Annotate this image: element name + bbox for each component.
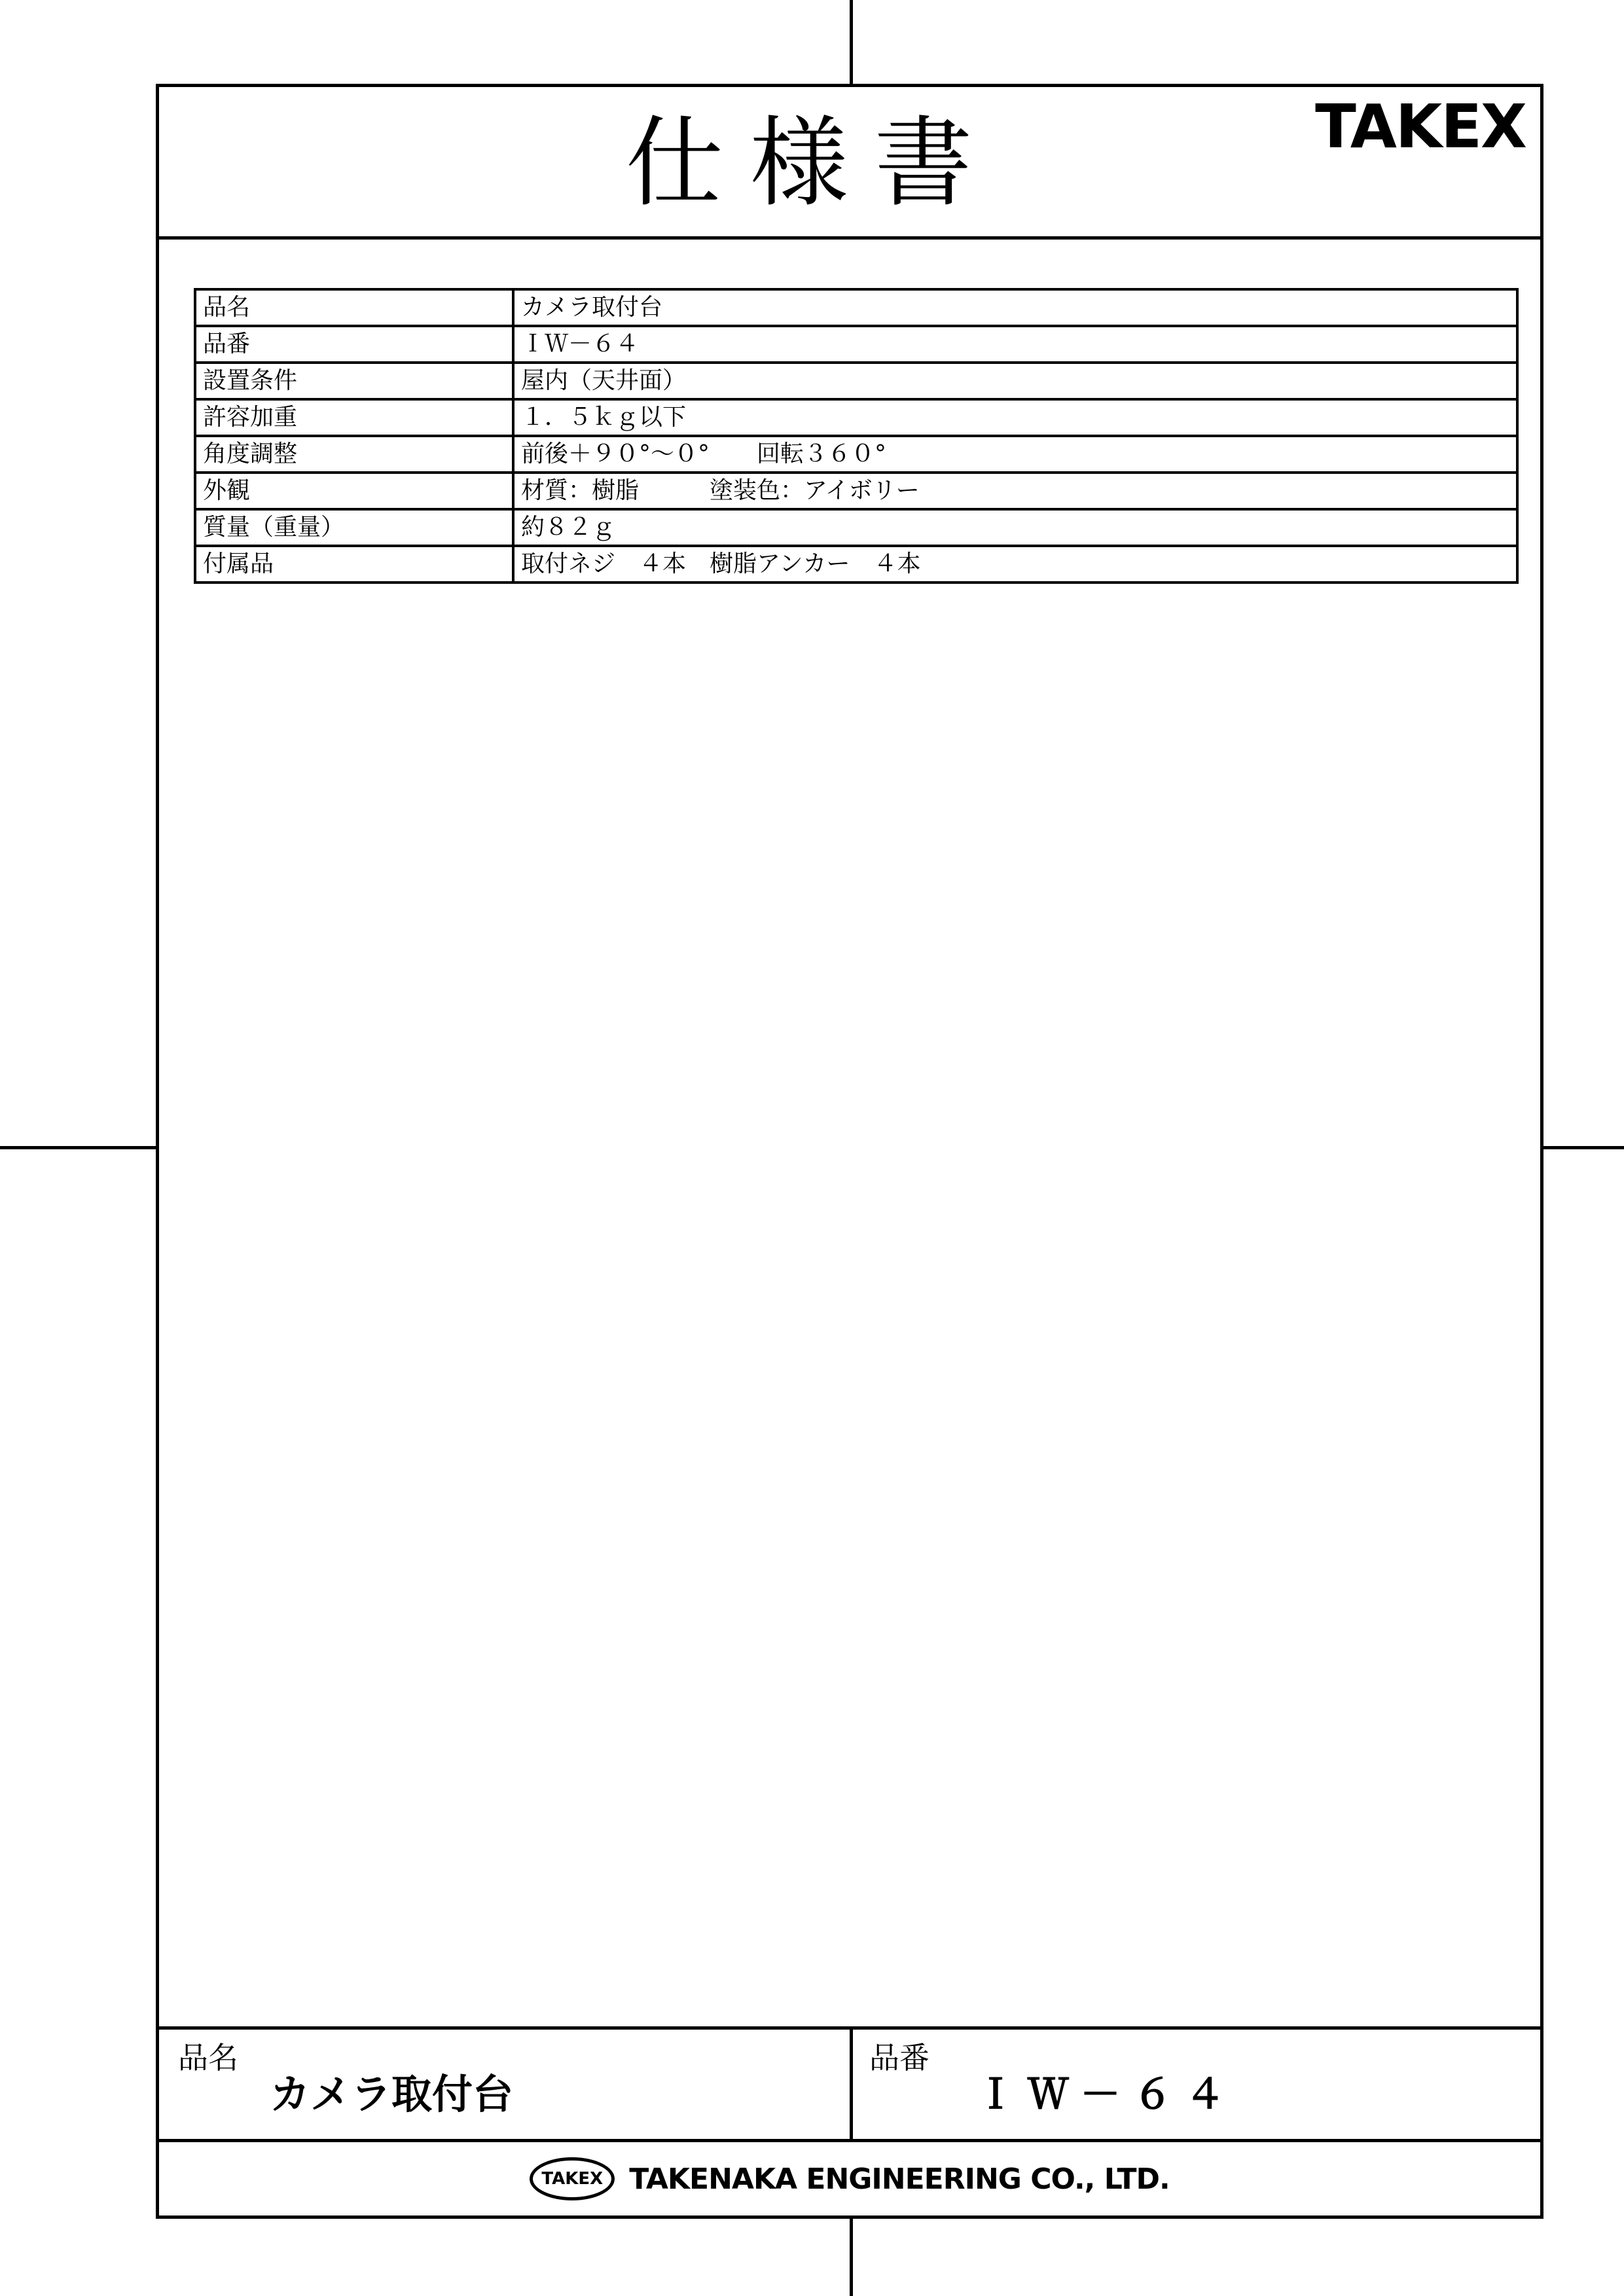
spec-table — [194, 288, 1519, 584]
document-title: 仕様書 — [625, 107, 999, 221]
spec-key: 外観 — [195, 473, 513, 509]
crop-mark-bottom — [850, 2217, 853, 2296]
crop-mark-left — [0, 1146, 157, 1149]
takex-logo: TAKEX — [1315, 92, 1526, 162]
table-row — [195, 326, 1517, 363]
spec-key: 許容加重 — [195, 399, 513, 436]
spec-value: 屋内（天井面） — [513, 363, 1517, 399]
table-row — [195, 546, 1517, 583]
spec-key: 質量（重量） — [195, 509, 513, 546]
table-row — [195, 289, 1517, 326]
table-row — [195, 473, 1517, 509]
table-row — [195, 363, 1517, 399]
spec-key: 品名 — [195, 289, 513, 326]
table-row — [195, 399, 1517, 436]
bottom-divider-middle — [850, 2026, 853, 2142]
takex-oval-logo: TAKEX — [530, 2157, 615, 2200]
table-row — [195, 436, 1517, 473]
header-divider — [156, 236, 1543, 240]
product-name-value: カメラ取付台 — [270, 2070, 514, 2118]
product-number-value: ＩＷ－６４ — [975, 2070, 1238, 2118]
spec-value: 取付ネジ ４本 樹脂アンカー ４本 — [513, 546, 1517, 583]
spec-value: カメラ取付台 — [513, 289, 1517, 326]
product-name-label: 品名 — [178, 2040, 238, 2075]
spec-key: 設置条件 — [195, 363, 513, 399]
spec-key: 付属品 — [195, 546, 513, 583]
spec-value: １．５ｋｇ以下 — [513, 399, 1517, 436]
crop-mark-top — [850, 0, 853, 85]
table-row — [195, 509, 1517, 546]
company-name: TAKENAKA ENGINEERING CO., LTD. — [629, 2162, 1170, 2196]
spec-value: ＩＷ－６４ — [513, 326, 1517, 363]
footer — [156, 2139, 1543, 2219]
crop-mark-right — [1542, 1146, 1624, 1149]
spec-key: 角度調整 — [195, 436, 513, 473]
spec-value: 前後＋９０°～０° 回転３６０° — [513, 436, 1517, 473]
spec-value: 材質：樹脂 塗装色：アイボリー — [513, 473, 1517, 509]
product-number-label: 品番 — [869, 2040, 929, 2075]
spec-value: 約８２ｇ — [513, 509, 1517, 546]
spec-key: 品番 — [195, 326, 513, 363]
